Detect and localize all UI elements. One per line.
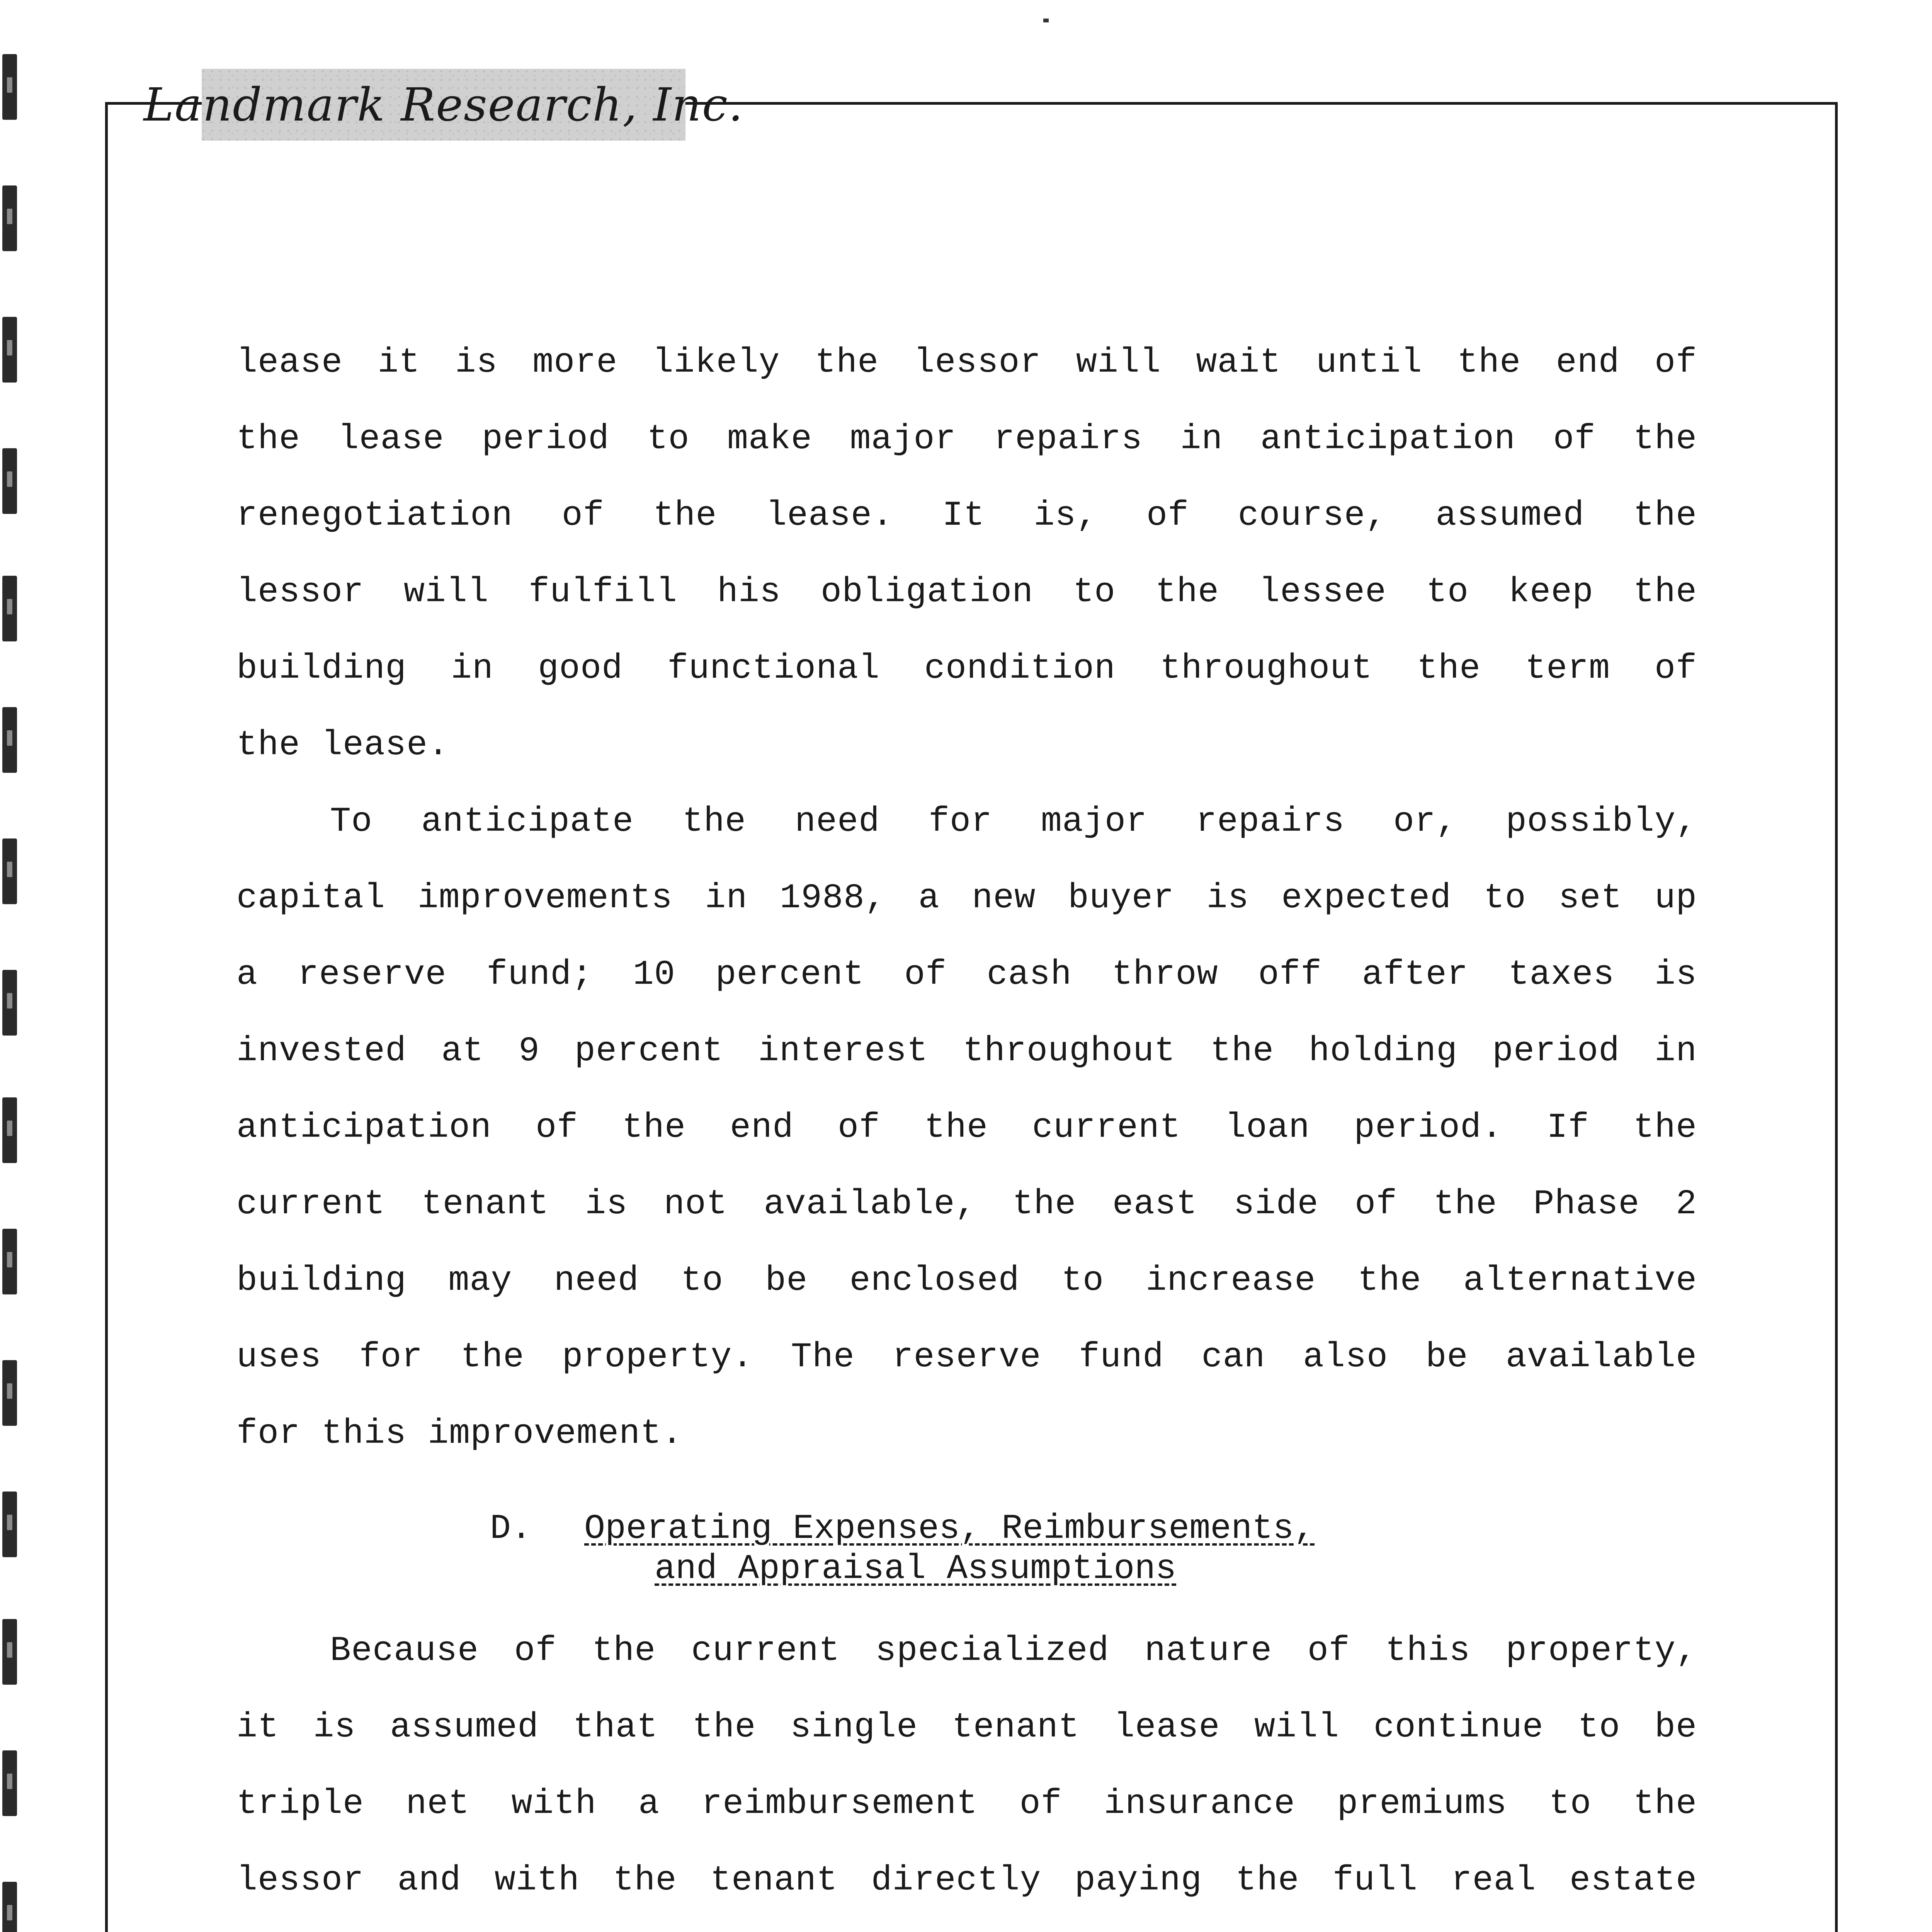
binder-hole bbox=[2, 1360, 17, 1426]
text-line: for this improvement. bbox=[236, 1414, 683, 1454]
binder-hole bbox=[2, 1229, 17, 1294]
logo-text: Landmark Research, Inc. bbox=[143, 78, 744, 131]
document-body-continued bbox=[236, 1613, 1697, 1932]
text-line bbox=[236, 1919, 1697, 1932]
paragraph bbox=[236, 784, 1697, 1472]
paragraph bbox=[236, 1613, 1697, 1932]
section-letter: D. bbox=[490, 1509, 532, 1549]
text-line: lease it is more likely the lessor will wait until the end of bbox=[236, 343, 1697, 383]
text-line: current tenant is not available, the east side of the Phase 2 bbox=[236, 1185, 1697, 1224]
binder-hole bbox=[2, 448, 17, 514]
text-line: building may need to be enclosed to increase the alternative bbox=[236, 1261, 1697, 1301]
binder-hole bbox=[2, 1750, 17, 1816]
text-line: uses for the property. The reserve fund can also be available bbox=[236, 1338, 1697, 1377]
document-body bbox=[236, 325, 1697, 1472]
binder-hole bbox=[2, 1882, 17, 1932]
text-line: invested at 9 percent interest throughout the holding period in bbox=[236, 1032, 1697, 1071]
section-heading bbox=[490, 1509, 1315, 1589]
text-line: capital improvements in 1988, a new buyer is expected to set up bbox=[236, 879, 1697, 918]
binder-hole bbox=[2, 1097, 17, 1163]
section-title-line-2: and Appraisal Assumptions bbox=[655, 1549, 1177, 1589]
binder-hole bbox=[2, 838, 17, 904]
text-line: a reserve fund; 10 percent of cash throw off after taxes is bbox=[236, 955, 1697, 995]
text-line: lessor will fulfill his obligation to the lessee to keep the bbox=[236, 573, 1697, 612]
binder-hole bbox=[2, 1619, 17, 1685]
text-line: building in good functional condition throughout the term of bbox=[236, 649, 1697, 689]
paragraph bbox=[236, 325, 1697, 784]
binder-hole bbox=[2, 185, 17, 251]
scan-mark bbox=[1043, 19, 1049, 22]
text-line: the lease. bbox=[236, 726, 449, 765]
text-line: Because of the current specialized nature of this property, bbox=[330, 1631, 1697, 1671]
binder-hole bbox=[2, 54, 17, 120]
text-line: To anticipate the need for major repairs or, possibly, bbox=[330, 802, 1697, 842]
company-logo bbox=[143, 69, 744, 141]
binder-hole bbox=[2, 707, 17, 773]
binder-hole bbox=[2, 1492, 17, 1557]
text-line: renegotiation of the lease. It is, of course, assumed the bbox=[236, 496, 1697, 536]
binder-holes bbox=[0, 0, 23, 1932]
binder-hole bbox=[2, 317, 17, 383]
section-title-line-1: Operating Expenses, Reimbursements, bbox=[584, 1509, 1315, 1549]
text-line: the lease period to make major repairs in anticipation of the bbox=[236, 420, 1697, 459]
text-line: triple net with a reimbursement of insurance premiums to the bbox=[236, 1784, 1697, 1824]
text-line: it is assumed that the single tenant lease will continue to be bbox=[236, 1708, 1697, 1747]
binder-hole bbox=[2, 576, 17, 641]
text-line: anticipation of the end of the current loan period. If the bbox=[236, 1108, 1697, 1148]
text-line: lessor and with the tenant directly paying the full real estate bbox=[236, 1861, 1697, 1900]
binder-hole bbox=[2, 970, 17, 1036]
